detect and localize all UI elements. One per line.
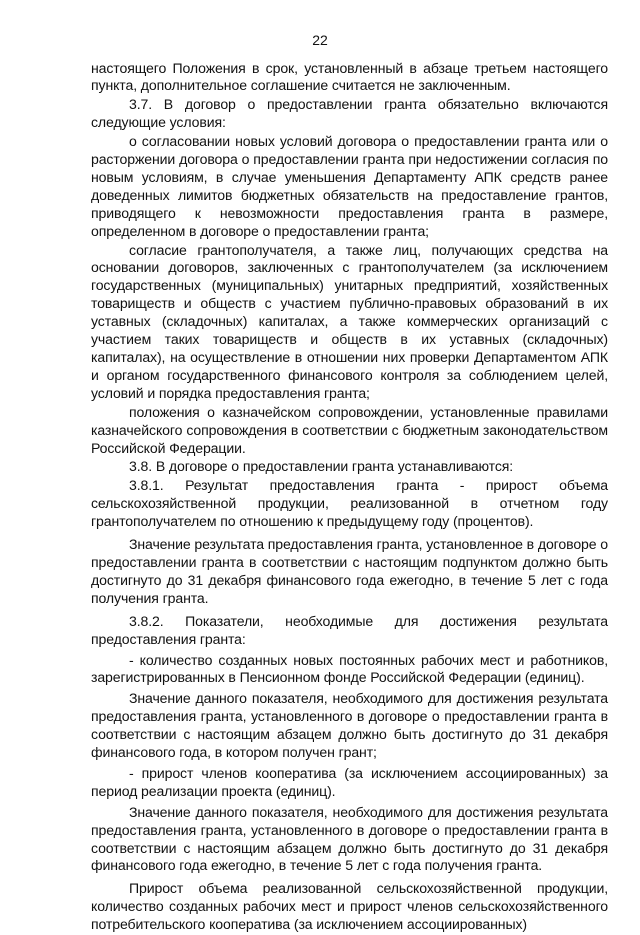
paragraph-3-8-2: 3.8.2. Показатели, необходимые для достижения результата предоставления гранта: xyxy=(91,613,608,649)
paragraph-3-8: 3.8. В договоре о предоставлении гранта устанавливаются: xyxy=(91,458,608,476)
paragraph-condition-treasury: положения о казначейском сопровождении, установленные правилами казначейского сопровождения в соответствии с бюджетным законодательством Российской Федерации. xyxy=(91,404,608,458)
paragraph-condition-consent: согласие грантополучателя, а также лиц, получающих средства на основании договоров, заключенных с грантополучателем (за исключением государственных (муниципальных) унитарных предприятий, хозяйственных товариществ и обществ с участием публично-правовых образований в их уставных (складочных) капиталах, а также коммерческих организаций с участием таких товариществ и обществ в их уставных (складочных) капиталах), на осуществление в отношении них проверки Департаментом АПК и органом государственного финансового контроля за соблюдением целей, условий и порядка предоставления гранта; xyxy=(91,242,608,403)
paragraph-indicator-jobs-value: Значение данного показателя, необходимого для достижения результата предоставления гранта, установленного в договоре о предоставлении гранта в соответствии с настоящим абзацем должно быть достигнуто до 31 декабря финансового года, в котором получен грант; xyxy=(91,690,608,762)
paragraph-3-8-1: 3.8.1. Результат предоставления гранта - прирост объема сельскохозяйственной продукции, реализованной в отчетном году грантополучателем по отношению к предыдущему году (процентов). xyxy=(91,477,608,531)
paragraph-indicator-members: - прирост членов кооператива (за исключением ассоциированных) за период реализации проекта (единиц). xyxy=(91,765,608,801)
paragraph-result-value: Значение результата предоставления гранта, установленное в договоре о предоставлении гранта в соответствии с настоящим подпунктом должно быть достигнуто до 31 декабря финансового года ежегодно, в течение 5 лет с года получения гранта. xyxy=(91,536,608,608)
paragraph-condition-renegotiation: о согласовании новых условий договора о предоставлении гранта или о расторжении договора о предоставлении гранта при недостижении согласия по новым условиям, в случае уменьшения Департаменту АПК средств ранее доведенных лимитов бюджетных обязательств на предоставление грантов, приводящего к невозможности предоставления гранта в размере, определенном в договоре о предоставлении гранта; xyxy=(91,133,608,240)
paragraph-indicator-members-value: Значение данного показателя, необходимого для достижения результата предоставления гранта, установленного в договоре о предоставлении гранта в соответствии с настоящим абзацем должно быть достигнуто до 31 декабря финансового года ежегодно, в течение 5 лет с года получения гранта. xyxy=(91,804,608,876)
document-body xyxy=(91,60,608,935)
paragraph-3-7: 3.7. В договор о предоставлении гранта обязательно включаются следующие условия: xyxy=(91,96,608,132)
paragraph-indicator-jobs: - количество созданных новых постоянных рабочих мест и работников, зарегистрированных в Пенсионном фонде Российской Федерации (единиц). xyxy=(91,652,608,688)
paragraph-growth: Прирост объема реализованной сельскохозяйственной продукции, количество созданных рабочих мест и прирост членов сельскохозяйственного потребительского кооператива (за исключением ассоциированных) xyxy=(91,880,608,934)
page-number: 22 xyxy=(0,32,640,48)
paragraph-continuation: настоящего Положения в срок, установленный в абзаце третьем настоящего пункта, дополнительное соглашение считается не заключенным. xyxy=(91,60,608,96)
